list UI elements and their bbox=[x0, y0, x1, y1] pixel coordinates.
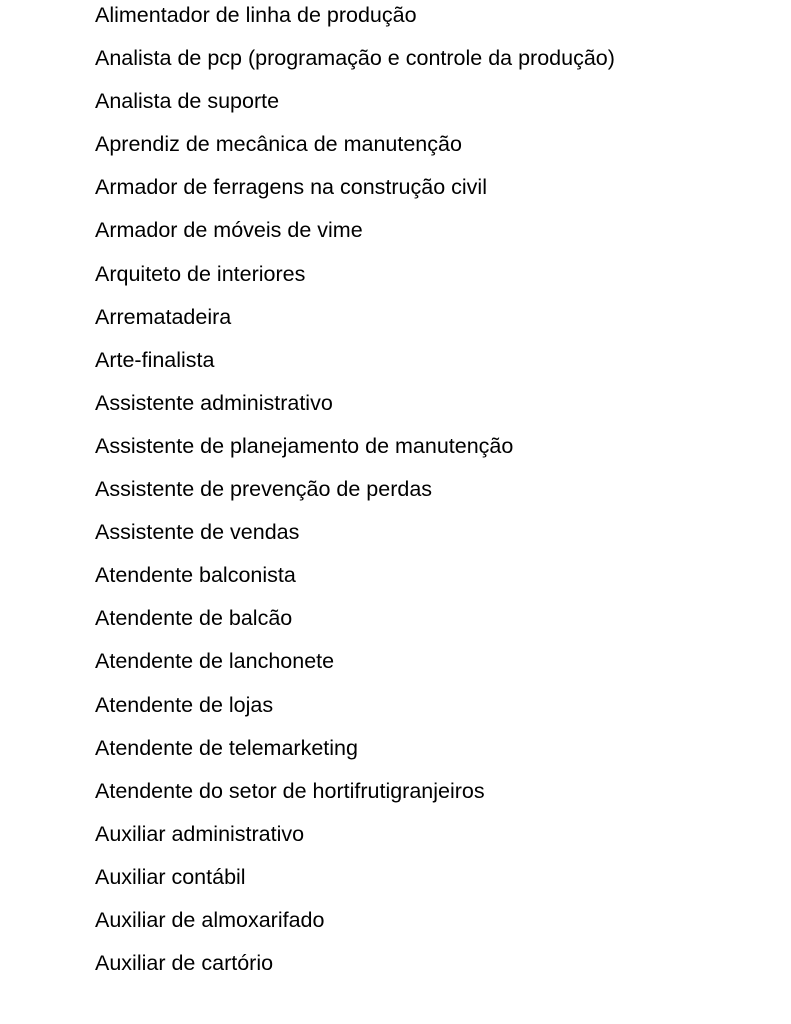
list-item: Analista de pcp (programação e controle da produção) bbox=[95, 46, 615, 71]
list-item: Auxiliar de cartório bbox=[95, 951, 274, 976]
job-title-list bbox=[95, 0, 615, 991]
list-item: Atendente de telemarketing bbox=[95, 735, 358, 760]
list-item: Assistente de planejamento de manutenção bbox=[95, 433, 514, 458]
list-item: Analista de suporte bbox=[95, 89, 280, 114]
list-item: Atendente de lojas bbox=[95, 692, 274, 717]
list-item: Assistente de vendas bbox=[95, 520, 300, 545]
list-item: Aprendiz de mecânica de manutenção bbox=[95, 132, 462, 157]
list-item: Armador de ferragens na construção civil bbox=[95, 175, 487, 200]
list-item: Atendente do setor de hortifrutigranjeiros bbox=[95, 778, 485, 803]
list-item: Armador de móveis de vime bbox=[95, 218, 363, 243]
list-item: Alimentador de linha de produção bbox=[95, 3, 417, 27]
list-item: Atendente de balcão bbox=[95, 606, 293, 631]
list-item: Atendente de lanchonete bbox=[95, 649, 335, 674]
list-item: Atendente balconista bbox=[95, 563, 296, 588]
list-item: Auxiliar administrativo bbox=[95, 821, 305, 846]
list-item: Arquiteto de interiores bbox=[95, 261, 306, 286]
list-item: Auxiliar contábil bbox=[95, 864, 246, 889]
list-item: Arrematadeira bbox=[95, 304, 232, 329]
list-item: Auxiliar de almoxarifado bbox=[95, 907, 325, 932]
list-item: Assistente de prevenção de perdas bbox=[95, 477, 433, 502]
list-item: Arte-finalista bbox=[95, 347, 215, 372]
list-item: Assistente administrativo bbox=[95, 390, 333, 415]
